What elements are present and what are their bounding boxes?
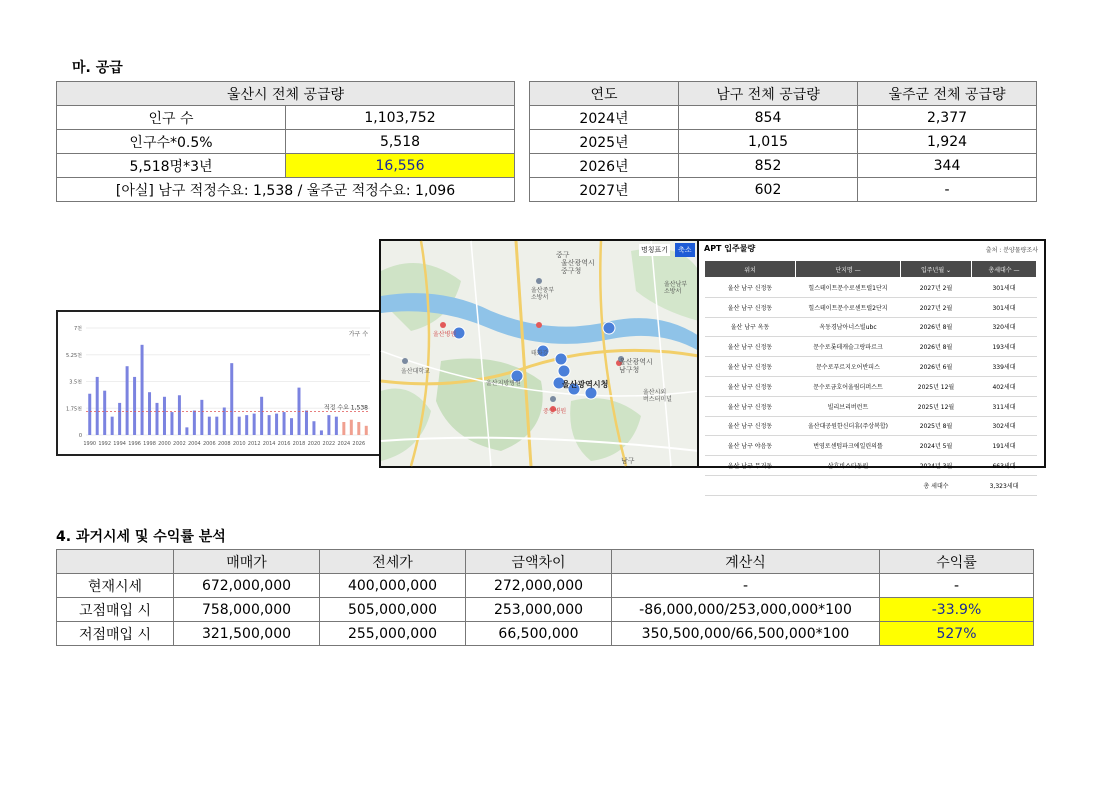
bar bbox=[111, 417, 114, 435]
bar bbox=[163, 397, 166, 435]
x-tick-label: 2018 bbox=[292, 441, 306, 447]
return-rate-cell: -33.9% bbox=[880, 598, 1034, 622]
row-label: 인구수*0.5% bbox=[57, 130, 286, 154]
table-row bbox=[530, 154, 1037, 178]
sale-price-cell: 321,500,000 bbox=[174, 622, 320, 646]
map-label: 중앙병원 bbox=[543, 408, 567, 415]
table-row bbox=[705, 317, 1037, 337]
sale-price-cell: 672,000,000 bbox=[174, 574, 320, 598]
yearly-supply-table bbox=[529, 81, 1037, 202]
x-tick-label: 2004 bbox=[188, 441, 201, 447]
col-header-sale: 매매가 bbox=[174, 550, 320, 574]
apt-date-cell: 2026년 8월 bbox=[901, 337, 972, 357]
jeonse-cell: 400,000,000 bbox=[320, 574, 466, 598]
bar bbox=[342, 422, 345, 435]
table-row bbox=[57, 154, 515, 178]
bar bbox=[312, 421, 315, 435]
namgu-supply-cell: 1,015 bbox=[679, 130, 858, 154]
map-label: 울산광역시청 bbox=[562, 380, 609, 389]
section-title-supply: 마. 공급 bbox=[72, 60, 123, 76]
map-label: 울산병원 bbox=[433, 331, 457, 338]
return-rate-cell: 527% bbox=[880, 622, 1034, 646]
bar bbox=[118, 403, 121, 435]
x-tick-label: 2000 bbox=[158, 441, 171, 447]
apt-complex-cell: 삼호비스타동원 bbox=[796, 456, 901, 476]
apt-complex-cell: 문수로푸르지오어반피스 bbox=[796, 357, 901, 377]
namgu-supply-cell: 854 bbox=[679, 106, 858, 130]
bar bbox=[88, 394, 91, 435]
table-row bbox=[57, 574, 1034, 598]
apt-complex-cell: 힐스테이트문수로센트럴2단지 bbox=[796, 297, 901, 317]
apt-complex-cell: 울산대공원한신더휴(주상복합) bbox=[796, 416, 901, 436]
table-row bbox=[705, 436, 1037, 456]
row-value: 5,518 bbox=[286, 130, 515, 154]
col-header-return: 수익률 bbox=[880, 550, 1034, 574]
apt-location-cell: 울산 남구 무거동 bbox=[705, 456, 796, 476]
uljugun-supply-cell: - bbox=[858, 178, 1037, 202]
uljugun-supply-cell: 2,377 bbox=[858, 106, 1037, 130]
apt-units-cell: 302세대 bbox=[972, 416, 1037, 436]
x-tick-label: 2012 bbox=[247, 441, 261, 447]
map-label: 울산대학교 bbox=[401, 368, 430, 375]
map-label: 남구 bbox=[621, 457, 635, 465]
apt-location-cell: 울산 남구 신정동 bbox=[705, 337, 796, 357]
col-header-diff: 금액차이 bbox=[466, 550, 612, 574]
uljugun-supply-cell: 1,924 bbox=[858, 130, 1037, 154]
x-tick-label: 2006 bbox=[202, 441, 216, 447]
map-label: 울산시외 버스터미널 bbox=[643, 389, 672, 403]
x-tick-label: 1992 bbox=[98, 441, 112, 447]
bar bbox=[320, 430, 323, 435]
formula-cell: - bbox=[612, 574, 880, 598]
map-label: 중구 bbox=[556, 251, 570, 259]
apt-complex-cell: 힐스테이트문수로센트럴1단지 bbox=[796, 278, 901, 298]
apt-location-cell: 울산 남구 신정동 bbox=[705, 297, 796, 317]
x-tick-label: 2016 bbox=[277, 441, 291, 447]
namgu-supply-cell: 602 bbox=[679, 178, 858, 202]
zoom-out-button[interactable]: 축소 bbox=[675, 243, 695, 257]
x-tick-label: 2020 bbox=[307, 441, 321, 447]
apt-location-cell: 울산 남구 신정동 bbox=[705, 396, 796, 416]
map-panel[interactable] bbox=[379, 239, 701, 468]
x-tick-label: 1990 bbox=[83, 441, 97, 447]
bar bbox=[365, 426, 368, 435]
apt-units-cell: 193세대 bbox=[972, 337, 1037, 357]
apt-units-cell: 663세대 bbox=[972, 456, 1037, 476]
apt-date-cell: 2025년 12월 bbox=[901, 376, 972, 396]
apt-location-cell: 울산 남구 신정동 bbox=[705, 416, 796, 436]
apt-units-cell: 339세대 bbox=[972, 357, 1037, 377]
table-row bbox=[57, 106, 515, 130]
apt-date-cell: 2024년 5월 bbox=[901, 436, 972, 456]
apt-total-value: 3,323세대 bbox=[972, 475, 1037, 495]
apt-units-cell: 301세대 bbox=[972, 297, 1037, 317]
apt-date-cell: 2025년 12월 bbox=[901, 396, 972, 416]
row-label: 현재시세 bbox=[57, 574, 174, 598]
apt-complex-cell: 문수로롯데캐슬그랑파르크 bbox=[796, 337, 901, 357]
apt-col-date[interactable]: 입주년월 ⌄ bbox=[901, 261, 972, 278]
diff-cell: 272,000,000 bbox=[466, 574, 612, 598]
jeonse-cell: 255,000,000 bbox=[320, 622, 466, 646]
section-title-returns: 4. 과거시세 및 수익률 분석 bbox=[56, 529, 226, 545]
bar bbox=[260, 397, 263, 435]
bar bbox=[178, 395, 181, 435]
bar bbox=[133, 377, 136, 435]
apt-supply-panel bbox=[697, 239, 1046, 490]
row-label: 인구 수 bbox=[57, 106, 286, 130]
apt-complex-cell: 번영로센텀파크에일린의뜰 bbox=[796, 436, 901, 456]
bar bbox=[305, 411, 308, 435]
y-tick-label: 5.25천 bbox=[66, 352, 82, 359]
bar bbox=[275, 414, 278, 435]
bar bbox=[230, 363, 233, 435]
apt-units-cell: 320세대 bbox=[972, 317, 1037, 337]
table-row bbox=[705, 376, 1037, 396]
table-row bbox=[705, 337, 1037, 357]
apt-date-cell: 2027년 2월 bbox=[901, 278, 972, 298]
apt-date-cell: 2027년 2월 bbox=[901, 297, 972, 317]
diff-cell: 253,000,000 bbox=[466, 598, 612, 622]
highlight-total-supply: 16,556 bbox=[286, 154, 515, 178]
apt-title: APT 입주물량 bbox=[704, 244, 756, 253]
bar bbox=[148, 392, 151, 435]
year-cell: 2026년 bbox=[530, 154, 679, 178]
legend-label: 가구 수 bbox=[348, 331, 368, 338]
year-cell: 2027년 bbox=[530, 178, 679, 202]
sale-price-cell: 758,000,000 bbox=[174, 598, 320, 622]
table-row bbox=[705, 297, 1037, 317]
apt-total-spacer bbox=[796, 475, 901, 495]
year-cell: 2024년 bbox=[530, 106, 679, 130]
col-header-blank bbox=[57, 550, 174, 574]
col-header-jeonse: 전세가 bbox=[320, 550, 466, 574]
bar bbox=[185, 427, 188, 435]
apt-complex-cell: 빌리브리버런트 bbox=[796, 396, 901, 416]
return-rate-cell: - bbox=[880, 574, 1034, 598]
col-header-formula: 계산식 bbox=[612, 550, 880, 574]
bar bbox=[208, 417, 211, 435]
bar bbox=[238, 417, 241, 435]
map-label: 울산지방병원 bbox=[486, 380, 521, 387]
apt-complex-cell: 옥동경남아너스빌ubc bbox=[796, 317, 901, 337]
apt-location-cell: 울산 남구 신정동 bbox=[705, 376, 796, 396]
bar bbox=[335, 417, 338, 435]
row-value: 1,103,752 bbox=[286, 106, 515, 130]
bar bbox=[245, 415, 248, 435]
row-label: 저점매입 시 bbox=[57, 622, 174, 646]
apt-location-cell: 울산 남구 신정동 bbox=[705, 357, 796, 377]
map-label: 울산광역시 남구청 bbox=[619, 358, 653, 374]
apt-total-label: 총 세대수 bbox=[901, 475, 972, 495]
bar bbox=[350, 420, 353, 435]
household-bar-chart bbox=[56, 310, 382, 456]
table-row bbox=[530, 130, 1037, 154]
table-row bbox=[57, 598, 1034, 622]
apt-col-units[interactable]: 총세대수 — bbox=[972, 261, 1037, 278]
apt-units-cell: 402세대 bbox=[972, 376, 1037, 396]
y-tick-label: 1.75천 bbox=[66, 406, 82, 413]
apt-date-cell: 2026년 8월 bbox=[901, 317, 972, 337]
bar bbox=[290, 418, 293, 435]
formula-cell: -86,000,000/253,000,000*100 bbox=[612, 598, 880, 622]
apt-total-spacer bbox=[705, 475, 796, 495]
row-label: 고점매입 시 bbox=[57, 598, 174, 622]
x-tick-label: 2010 bbox=[232, 441, 246, 447]
diff-cell: 66,500,000 bbox=[466, 622, 612, 646]
apt-units-cell: 311세대 bbox=[972, 396, 1037, 416]
apt-complex-cell: 문수로금호어울림더퍼스트 bbox=[796, 376, 901, 396]
apt-table bbox=[704, 260, 1037, 496]
x-tick-label: 2014 bbox=[262, 441, 276, 447]
bar bbox=[141, 345, 144, 435]
apt-units-cell: 191세대 bbox=[972, 436, 1037, 456]
map-label: 울산광역시 중구청 bbox=[561, 259, 595, 275]
table-row bbox=[705, 396, 1037, 416]
table-row bbox=[57, 130, 515, 154]
y-tick-label: 0 bbox=[78, 433, 82, 439]
x-tick-label: 1996 bbox=[128, 441, 141, 447]
bar bbox=[357, 422, 360, 435]
bar bbox=[193, 411, 196, 435]
bar bbox=[200, 400, 203, 435]
table-row bbox=[705, 357, 1037, 377]
apt-date-cell: 2024년 3월 bbox=[901, 456, 972, 476]
bar bbox=[327, 415, 330, 435]
apt-units-cell: 301세대 bbox=[972, 278, 1037, 298]
table-row bbox=[705, 416, 1037, 436]
namgu-supply-cell: 852 bbox=[679, 154, 858, 178]
x-tick-label: 2002 bbox=[173, 441, 186, 447]
ulsan-supply-table bbox=[56, 81, 515, 202]
bar bbox=[103, 391, 106, 435]
threshold-annotation: 적정 수요 1,538 bbox=[323, 404, 368, 412]
map-label: 태화강 bbox=[531, 350, 549, 357]
apt-date-cell: 2025년 8월 bbox=[901, 416, 972, 436]
ulsan-supply-header: 울산시 전체 공급량 bbox=[57, 82, 515, 106]
bar bbox=[253, 414, 256, 435]
col-header-year: 연도 bbox=[530, 82, 679, 106]
apt-location-cell: 울산 남구 신정동 bbox=[705, 278, 796, 298]
table-row bbox=[705, 278, 1037, 298]
bar bbox=[283, 412, 286, 435]
returns-table bbox=[56, 549, 1034, 646]
apt-location-cell: 울산 남구 옥동 bbox=[705, 317, 796, 337]
bar bbox=[170, 412, 173, 435]
row-label: 5,518명*3년 bbox=[57, 154, 286, 178]
apt-date-cell: 2026년 6월 bbox=[901, 357, 972, 377]
apt-source: 출처 : 분양물량조사 bbox=[985, 247, 1038, 254]
formula-cell: 350,500,000/66,500,000*100 bbox=[612, 622, 880, 646]
bar bbox=[268, 415, 271, 435]
y-tick-label: 3.5천 bbox=[69, 379, 82, 386]
table-row bbox=[530, 106, 1037, 130]
demand-note: [아실] 남구 적정수요: 1,538 / 울주군 적정수요: 1,096 bbox=[57, 178, 515, 202]
bar bbox=[126, 366, 129, 435]
x-tick-label: 1998 bbox=[143, 441, 156, 447]
y-tick-label: 7천 bbox=[73, 326, 82, 332]
names-toggle-button[interactable]: 명칭표기 bbox=[641, 246, 669, 254]
chart-svg bbox=[58, 312, 380, 454]
jeonse-cell: 505,000,000 bbox=[320, 598, 466, 622]
map-label: 울산남부 소방서 bbox=[664, 281, 688, 295]
x-tick-label: 2008 bbox=[217, 441, 231, 447]
bar bbox=[156, 403, 159, 435]
apt-col-location[interactable]: 위치 bbox=[705, 261, 796, 278]
bar bbox=[215, 417, 218, 435]
table-row bbox=[705, 456, 1037, 476]
x-tick-label: 1994 bbox=[113, 441, 126, 447]
x-tick-label: 2026 bbox=[352, 441, 366, 447]
table-row bbox=[530, 178, 1037, 202]
x-tick-label: 2022 bbox=[322, 441, 336, 447]
map-label: 울산중부 소방서 bbox=[531, 287, 555, 301]
bar bbox=[96, 377, 99, 435]
year-cell: 2025년 bbox=[530, 130, 679, 154]
col-header-uljugun: 울주군 전체 공급량 bbox=[858, 82, 1037, 106]
apt-location-cell: 울산 남구 야음동 bbox=[705, 436, 796, 456]
col-header-namgu: 남구 전체 공급량 bbox=[679, 82, 858, 106]
x-tick-label: 2024 bbox=[337, 441, 351, 447]
uljugun-supply-cell: 344 bbox=[858, 154, 1037, 178]
apt-col-complex[interactable]: 단지명 — bbox=[796, 261, 901, 278]
table-row bbox=[57, 622, 1034, 646]
